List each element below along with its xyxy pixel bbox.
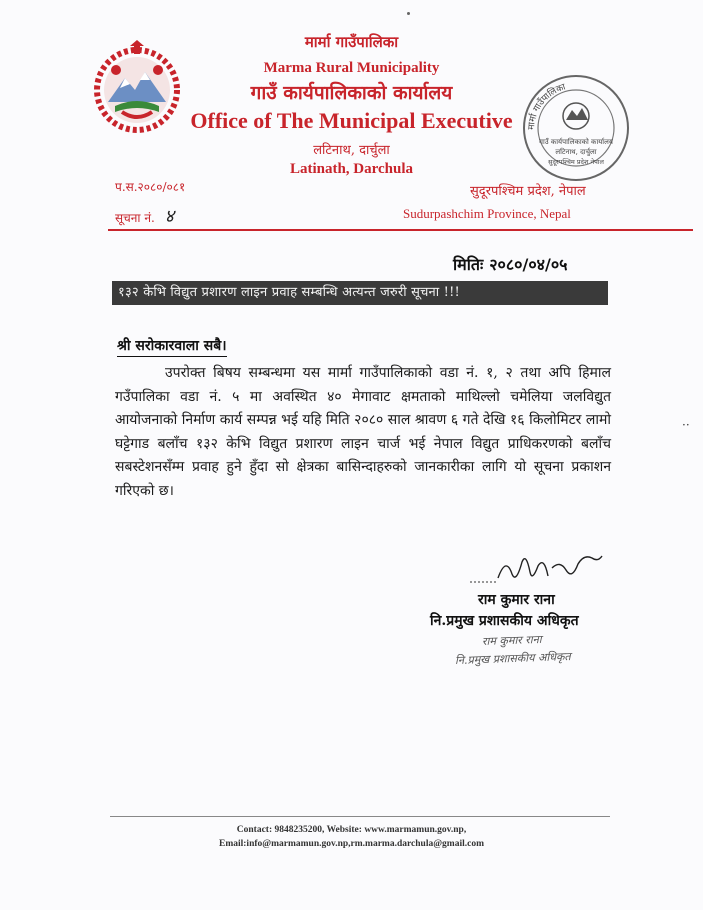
notice-number-row xyxy=(115,204,174,228)
subject-text: १३२ केभि विद्युत प्रशारण लाइन प्रवाह सम्बन्धि अत्यन्त जरुरी सूचना !!! xyxy=(118,285,460,300)
handwritten-signature xyxy=(468,548,608,590)
scan-specks: ·· xyxy=(682,418,690,432)
location-english: Latinath, Darchula xyxy=(289,161,414,177)
office-name-nepali: गाउँ कार्यपालिकाको कार्यालय xyxy=(250,82,453,104)
notice-number-value: ४ xyxy=(164,206,174,227)
official-seal-stamp xyxy=(516,68,636,188)
seal-line-4: सुदूरपश्चिम प्रदेश नेपाल xyxy=(548,158,604,166)
seal-line-3: लटिनाथ, दार्चुला xyxy=(555,148,597,156)
municipality-name-english: Marma Rural Municipality xyxy=(263,60,440,76)
province-nepali: सुदूरपश्चिम प्रदेश, नेपाल xyxy=(470,184,586,199)
name-stamp: राम कुमार राना xyxy=(481,632,542,649)
notice-body: उपरोक्त बिषय सम्बन्धमा यस मार्मा गाउँपालिकाको वडा नं. १, २ तथा अपि हिमाल गउँपालिका वडा नं. ५ मा अवस्थित ४० मेगावाट क्षमताको माथिल्लो चमेलिया जलविद्युत आयोजनाको निर्माण कार्य सम्पन्न भई यहि मिति २०८० साल श्रावण ६ गते देखि १६ किलोमिटर लामो घट्टेगाड बलाँच १३२ केभि विद्युत प्रशारण लाइन चार्ज भई नेपाल विद्युत प्राधिकरणको बलाँच सबस्टेशनसँम्म प्रवाह हुने हुँदा सो क्षेत्रका बासिन्दाहरुको जानकारीका लागि यो सूचना प्रकाशन गरिएको छ। xyxy=(115,365,611,499)
seal-line-2: गाउँ कार्यपालिकाको कार्यालय xyxy=(539,138,613,146)
salutation: श्री सरोकारवाला सबै। xyxy=(117,336,227,357)
signatory-name: राम कुमार राना xyxy=(478,592,555,608)
svg-text:मार्मा गाउँपालिका xyxy=(526,82,568,130)
municipality-name-nepali: मार्मा गाउँपालिका xyxy=(304,33,399,51)
scan-speck xyxy=(407,12,410,15)
issue-date xyxy=(453,253,567,275)
seal-arc-text: मार्मा गाउँपालिका xyxy=(526,82,567,131)
province-english: Sudurpashchim Province, Nepal xyxy=(403,206,571,221)
office-name-english: Office of The Municipal Executive xyxy=(190,108,513,133)
date-label: मितिः xyxy=(453,255,484,274)
title-stamp: नि.प्रमुख प्रशासकीय अधिकृत xyxy=(454,649,571,668)
footer-email: Email:info@marmamun.gov.np,rm.marma.darchula@gmail.com xyxy=(218,839,485,849)
footer-divider xyxy=(110,816,610,817)
footer-contact: Contact: 9848235200, Website: www.marmamun.gov.np, xyxy=(236,825,467,835)
notice-number-label: सूचना नं. xyxy=(115,211,155,225)
header-divider xyxy=(108,229,693,231)
location-nepali: लटिनाथ, दार्चुला xyxy=(313,143,390,158)
signatory-title: नि.प्रमुख प्रशासकीय अधिकृत xyxy=(430,613,579,629)
reference-number: प.स.२०८०/०८१ xyxy=(115,180,186,194)
date-value: २०८०/०४/०५ xyxy=(489,255,568,274)
